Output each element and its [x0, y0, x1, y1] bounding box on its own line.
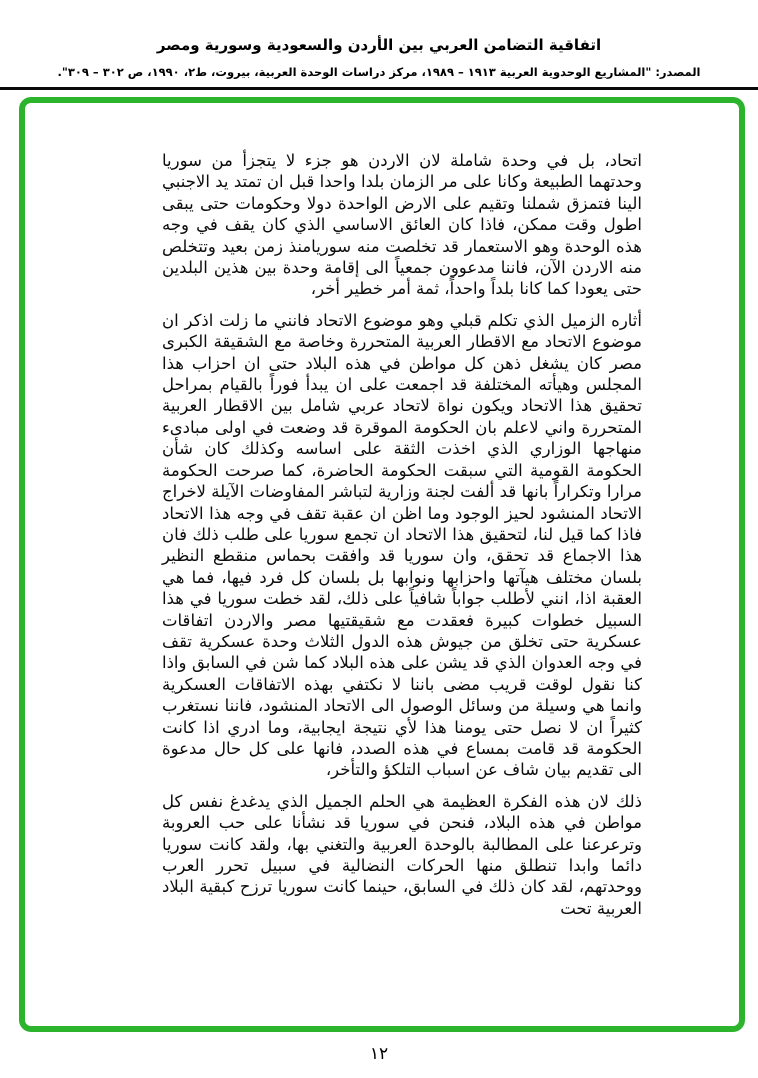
document-title: اتفاقية التضامن العربي بين الأردن والسعودية وسورية ومصر	[156, 36, 602, 54]
document-source-line: المصدر: "المشاريع الوحدوية العربية ١٩١٣ – ١٩٨٩، مركز دراسات الوحدة العربية، بيروت، ط٢، ١٩٩٠، ص ٣٠٢ – ٣٠٩".	[57, 65, 701, 79]
document-body	[162, 150, 642, 929]
paragraph-2: أثاره الزميل الذي تكلم قبلي وهو موضوع الاتحاد فانني ما زلت اذكر ان موضوع الاتحاد مع الاقطار العربية المتحررة وخاصة مع الشقيقة الكبرى مصر كان يشغل ذهن كل مواطن في هذه البلاد حتى ان احزاب هذا المجلس وهيأته المختلفة قد اجمعت على ان يبدأ فوراً بالقيام بمراحل تحقيق هذا الاتحاد ويكون نواة لاتحاد عربي شامل بين الاقطار العربية المتحررة واني لاعلم بان الحكومة الموقرة قد وضعت في اولى مبادىء منهاجها الوزاري الذي اخذت الثقة على اساسه وكذلك كان شأن الحكومة القومية التي سبقت الحكومة الحاضرة، كما صرحت الحكومة مرارا وتكراراً بانها قد ألفت لجنة وزارية لتباشر المفاوضات الآيلة لاخراج الاتحاد المنشود لحيز الوجود وما اظن ان عقبة تقف في وجه هذا الاتحاد فاذا كما قيل لنا، لتحقيق هذا الاتحاد ان تجمع سوريا على طلب ذلك فان هذا الاجماع قد تحقق، وان سوريا قد وافقت بحماس منقطع النظير بلسان مختلف هيآتها واحزابها ونوابها بل بلسان كل فرد فيها، فما هي العقبة اذا، انني لأطلب جواباً شافياً على ذلك، لقد خطت سوريا في هذا السبيل خطوات كبيرة فعقدت مع شقيقتيها مصر والاردن اتفاقات عسكرية حتى تخلق من جيوش هذه الدول الثلاث وحدة عسكرية تقف في وجه العدوان الذي قد يشن على هذه البلاد كما شن في السابق واذا كنا نقول لوقت قريب مضى باننا لا نكتفي بهذه الاتفاقات العسكرية وانما هي وسيلة من وسائل الوصول الى الاتحاد المنشود، فاننا نستغرب كثيراً ان لا نصل حتى يومنا هذا لأي نتيجة ايجابية، وما ادري اذا كانت الحكومة قد قامت بمساع في هذه الصدد، فانها على كل حال مدعوة الى تقديم بيان شاف عن اسباب التلكؤ والتأخر،	[162, 310, 642, 780]
paragraph-1: اتحاد، بل في وحدة شاملة لان الاردن هو جزء لا يتجزأ من سوريا وحدتهما الطبيعة وكانا على مر الزمان بلدا واحدا قبل ان تمتد يد الاجنبي الينا فتمزق شملنا وتقيم على الارض الواحدة دولا وحكومات حتى يبقى اطول وقت ممكن، فاذا كان العائق الاساسي الذي كان يقف في وجه هذه الوحدة وهو الاستعمار قد تخلصت منه سوريامنذ زمن بعيد وتتخلص منه الاردن الآن، فاننا مدعوون جمعياً الى إقامة وحدة بين هذين البلدين حتى يعودا كما كانا بلداً واحداً، ثمة أمر خطير أخر،	[162, 151, 642, 299]
page-number: ١٢	[369, 1044, 389, 1064]
header-divider-rule	[0, 87, 758, 90]
paragraph-3: ذلك لان هذه الفكرة العظيمة هي الحلم الجميل الذي يدغدغ نفس كل مواطن في هذه البلاد، فنحن في سوريا قد نشأنا على حب العروبة وترعرعنا على المطالبة بالوحدة العربية والتغني بها، ولقد كانت سوريا دائما وابدا تنطلق منها الحركات النضالية في سبيل تحرر العرب ووحدتهم، لقد كان ذلك في السابق، حينما كانت سوريا ترزح كبقية البلاد العربية تحت	[162, 791, 642, 918]
